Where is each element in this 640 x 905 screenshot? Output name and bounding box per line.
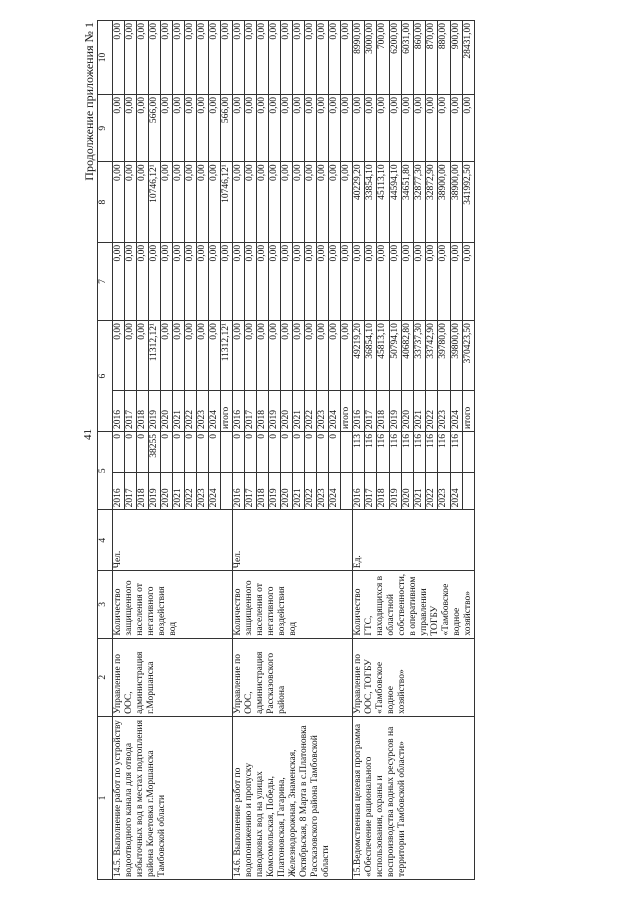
indicator-value-cell: 0 [125,432,137,473]
indicator-value-cell: 0 [173,432,185,473]
other-funding-cell: 0,00 [137,21,149,95]
regional-funding-cell: 341992,50 [462,162,474,242]
column-header: 7 [98,242,113,320]
total-funding-cell: 50794,10 [389,321,401,391]
local-funding-cell: 0,00 [462,95,474,162]
regional-funding-cell: 38900,00 [438,162,450,242]
section-col3-cell: Количество защищенного населения от негативного воздействия вод [113,571,233,638]
finance-year-cell: 2018 [137,390,149,431]
other-funding-cell: 28431,00 [462,21,474,95]
federal-funding-cell: 0,00 [462,242,474,320]
indicator-value-cell: 116 [389,432,401,473]
other-funding-cell: 0,00 [185,21,197,95]
regional-funding-cell: 0,00 [305,162,317,242]
year-cell: 2017 [245,473,257,510]
section-col1-cell: 14.6. Выполнение работ по водопонижению и пропуску паводковых вод на улицах Комсомольская, Победы, Платоновская, Гагарина, Железнодорожная, Знаменская, Октябрьская, 8 Марта в с.Платоновка Рассказовского района Тамбовской области [233,716,353,879]
other-funding-cell: 0,00 [125,21,137,95]
federal-funding-cell: 0,00 [353,242,365,320]
year-cell: 2023 [197,473,209,510]
table-row [113,21,125,880]
other-funding-cell: 870,00 [426,21,438,95]
total-funding-cell: 45813,10 [377,321,389,391]
year-cell: 2017 [365,473,377,510]
regional-funding-cell: 0,00 [317,162,329,242]
other-funding-cell: 0,00 [173,21,185,95]
federal-funding-cell: 0,00 [269,242,281,320]
page-number: 41 [82,429,94,440]
regional-funding-cell: 0,00 [281,162,293,242]
federal-funding-cell: 0,00 [450,242,462,320]
federal-funding-cell: 0,00 [389,242,401,320]
section-col2-cell: Управление по ООС, администрация Рассказовского района [233,638,353,716]
federal-funding-cell: 0,00 [185,242,197,320]
other-funding-cell: 0,00 [245,21,257,95]
other-funding-cell: 0,00 [317,21,329,95]
federal-funding-cell: 0,00 [245,242,257,320]
finance-year-cell: 2020 [281,390,293,431]
section-col1-cell: 15.Ведомственная целевая программа «Обеспечение рационального использования, охраны и воспроизводства водных ресурсов на территории Тамбовской области» [353,716,475,879]
year-cell: 2018 [257,473,269,510]
finance-year-cell: 2023 [197,390,209,431]
year-cell: 2020 [401,473,413,510]
federal-funding-cell: 0,00 [377,242,389,320]
local-funding-cell: 0,00 [353,95,365,162]
total-funding-cell: 39800,00 [450,321,462,391]
federal-funding-cell: 0,00 [365,242,377,320]
federal-funding-cell: 0,00 [317,242,329,320]
total-funding-cell: 0,00 [113,321,125,391]
federal-funding-cell: 0,00 [233,242,245,320]
finance-year-cell: 2017 [125,390,137,431]
regional-funding-cell: 0,00 [329,162,341,242]
federal-funding-cell: 0,00 [161,242,173,320]
total-label-cell: итого [221,390,233,431]
federal-funding-cell: 0,00 [173,242,185,320]
other-funding-cell: 0,00 [329,21,341,95]
local-funding-cell: 0,00 [257,95,269,162]
year-cell: 2023 [317,473,329,510]
other-funding-cell: 0,00 [149,21,161,95]
total-funding-cell: 0,00 [317,321,329,391]
local-funding-cell: 0,00 [269,95,281,162]
year-cell: 2021 [293,473,305,510]
finance-year-cell: 2020 [161,390,173,431]
indicator-value-cell: 0 [329,432,341,473]
section-col3-cell: Количество защищенного населения от негативного воздействия вод [233,571,353,638]
other-funding-cell: 700,00 [377,21,389,95]
federal-funding-cell: 0,00 [149,242,161,320]
column-header-row [98,21,113,880]
total-funding-cell: 0,00 [269,321,281,391]
total-label-cell: итого [341,390,353,431]
local-funding-cell: 566,00 [149,95,161,162]
finance-year-cell: 2023 [438,390,450,431]
year-cell: 2016 [353,473,365,510]
column-header: 5 [98,432,113,510]
indicator-value-cell: 0 [245,432,257,473]
regional-funding-cell: 0,00 [113,162,125,242]
empty-cell [221,473,233,510]
other-funding-cell: 0,00 [209,21,221,95]
indicator-value-cell: 0 [209,432,221,473]
finance-year-cell: 2017 [365,390,377,431]
year-cell: 2022 [426,473,438,510]
finance-year-cell: 2020 [401,390,413,431]
regional-funding-cell: 0,00 [293,162,305,242]
year-cell: 2024 [209,473,221,510]
year-cell: 2019 [389,473,401,510]
finance-year-cell: 2016 [353,390,365,431]
empty-cell [341,432,353,473]
federal-funding-cell: 0,00 [438,242,450,320]
regional-funding-cell: 44594,10 [389,162,401,242]
local-funding-cell: 0,00 [305,95,317,162]
regional-funding-cell: 0,00 [209,162,221,242]
finance-year-cell: 2024 [329,390,341,431]
other-funding-cell: 860,00 [413,21,425,95]
finance-year-cell: 2018 [257,390,269,431]
indicator-value-cell: 116 [365,432,377,473]
other-funding-cell: 0,00 [341,21,353,95]
local-funding-cell: 0,00 [173,95,185,162]
section-col3-cell: Количество ГТС, находящихся в областной собственности, в оперативном управлении ТОГБУ «Тамбовское водное хозяйство» [353,571,475,638]
indicator-value-cell: 113 [353,432,365,473]
finance-year-cell: 2022 [185,390,197,431]
indicator-value-cell: 116 [438,432,450,473]
regional-funding-cell: 38900,00 [450,162,462,242]
indicator-value-cell: 0 [113,432,125,473]
section-col2-cell: Управление по ООС, ТОГБУ «Тамбовское водное хозяйство» [353,638,475,716]
total-funding-cell: 49219,20 [353,321,365,391]
year-cell: 2022 [185,473,197,510]
indicator-value-cell: 116 [377,432,389,473]
year-cell: 2024 [329,473,341,510]
column-header: 8 [98,162,113,242]
section-col4-cell: Чел. [113,510,233,571]
regional-funding-cell: 45113,10 [377,162,389,242]
year-cell: 2020 [161,473,173,510]
local-funding-cell: 566,00 [221,95,233,162]
local-funding-cell: 0,00 [209,95,221,162]
section-col4-cell: Чел. [233,510,353,571]
local-funding-cell: 0,00 [281,95,293,162]
column-header: 9 [98,95,113,162]
federal-funding-cell: 0,00 [426,242,438,320]
column-header: 4 [98,510,113,571]
regional-funding-cell: 10746,12¹ [149,162,161,242]
local-funding-cell: 0,00 [438,95,450,162]
indicator-value-cell: 116 [426,432,438,473]
federal-funding-cell: 0,00 [341,242,353,320]
other-funding-cell: 6200,00 [389,21,401,95]
local-funding-cell: 0,00 [317,95,329,162]
year-cell: 2016 [113,473,125,510]
other-funding-cell: 8990,00 [353,21,365,95]
indicator-value-cell: 38255 [149,432,161,473]
finance-year-cell: 2016 [233,390,245,431]
other-funding-cell: 880,00 [438,21,450,95]
column-header: 3 [98,571,113,638]
empty-cell [462,432,474,473]
other-funding-cell: 900,00 [450,21,462,95]
regional-funding-cell: 34651,80 [401,162,413,242]
empty-cell [462,473,474,510]
federal-funding-cell: 0,00 [197,242,209,320]
local-funding-cell: 0,00 [245,95,257,162]
section-col2-cell: Управление по ООС, администрация г.Моршанска [113,638,233,716]
finance-year-cell: 2024 [209,390,221,431]
regional-funding-cell: 33854,10 [365,162,377,242]
total-funding-cell: 0,00 [125,321,137,391]
finance-year-cell: 2017 [245,390,257,431]
section-col1-cell: 14.5. Выполнение работ по устройству водоотводного канала для отвода избыточных вод в местах подтопления района Кочетовка г.Моршанска Тамбовской области [113,716,233,879]
other-funding-cell: 3000,00 [365,21,377,95]
other-funding-cell: 0,00 [269,21,281,95]
total-funding-cell: 0,00 [185,321,197,391]
column-header: 1 [98,716,113,879]
federal-funding-cell: 0,00 [257,242,269,320]
regional-funding-cell: 0,00 [137,162,149,242]
other-funding-cell: 0,00 [233,21,245,95]
total-funding-cell: 0,00 [245,321,257,391]
local-funding-cell: 0,00 [341,95,353,162]
year-cell: 2020 [281,473,293,510]
year-cell: 2016 [233,473,245,510]
federal-funding-cell: 0,00 [281,242,293,320]
local-funding-cell: 0,00 [413,95,425,162]
indicator-value-cell: 0 [161,432,173,473]
year-cell: 2023 [438,473,450,510]
regional-funding-cell: 0,00 [161,162,173,242]
total-funding-cell: 0,00 [281,321,293,391]
total-funding-cell: 0,00 [305,321,317,391]
column-header: 10 [98,21,113,95]
local-funding-cell: 0,00 [125,95,137,162]
federal-funding-cell: 0,00 [221,242,233,320]
total-funding-cell: 0,00 [233,321,245,391]
other-funding-cell: 0,00 [197,21,209,95]
local-funding-cell: 0,00 [377,95,389,162]
regional-funding-cell: 0,00 [197,162,209,242]
year-cell: 2021 [413,473,425,510]
regional-funding-cell: 0,00 [245,162,257,242]
total-funding-cell: 0,00 [137,321,149,391]
total-funding-cell: 0,00 [209,321,221,391]
total-funding-cell: 11312,12¹ [221,321,233,391]
federal-funding-cell: 0,00 [305,242,317,320]
continuation-title: Продолжение приложения № 1 [82,22,96,181]
total-funding-cell: 11312,12¹ [149,321,161,391]
other-funding-cell: 0,00 [293,21,305,95]
federal-funding-cell: 0,00 [401,242,413,320]
total-funding-cell: 0,00 [329,321,341,391]
total-funding-cell: 39780,00 [438,321,450,391]
total-funding-cell: 0,00 [293,321,305,391]
empty-cell [341,473,353,510]
finance-year-cell: 2019 [389,390,401,431]
indicator-value-cell: 116 [413,432,425,473]
federal-funding-cell: 0,00 [293,242,305,320]
other-funding-cell: 0,00 [221,21,233,95]
federal-funding-cell: 0,00 [125,242,137,320]
table-row [233,21,245,880]
finance-year-cell: 2018 [377,390,389,431]
total-funding-cell: 33742,90 [426,321,438,391]
finance-year-cell: 2023 [317,390,329,431]
local-funding-cell: 0,00 [185,95,197,162]
other-funding-cell: 0,00 [305,21,317,95]
finance-year-cell: 2019 [149,390,161,431]
finance-year-cell: 2016 [113,390,125,431]
year-cell: 2021 [173,473,185,510]
total-funding-cell: 40682,80 [401,321,413,391]
local-funding-cell: 0,00 [389,95,401,162]
regional-funding-cell: 10746,12¹ [221,162,233,242]
year-cell: 2019 [269,473,281,510]
regional-funding-cell: 0,00 [269,162,281,242]
federal-funding-cell: 0,00 [209,242,221,320]
indicator-value-cell: 0 [185,432,197,473]
year-cell: 2024 [450,473,462,510]
total-funding-cell: 0,00 [173,321,185,391]
total-funding-cell: 0,00 [197,321,209,391]
indicator-value-cell: 0 [281,432,293,473]
section-col4-cell: Ед. [353,510,475,571]
local-funding-cell: 0,00 [426,95,438,162]
indicator-value-cell: 0 [269,432,281,473]
other-funding-cell: 0,00 [161,21,173,95]
total-funding-cell: 370423,50 [462,321,474,391]
indicator-value-cell: 0 [317,432,329,473]
finance-year-cell: 2021 [293,390,305,431]
year-cell: 2018 [137,473,149,510]
local-funding-cell: 0,00 [233,95,245,162]
other-funding-cell: 0,00 [257,21,269,95]
regional-funding-cell: 32877,30 [413,162,425,242]
local-funding-cell: 0,00 [329,95,341,162]
local-funding-cell: 0,00 [401,95,413,162]
regional-funding-cell: 0,00 [341,162,353,242]
empty-cell [221,432,233,473]
indicator-value-cell: 0 [197,432,209,473]
total-funding-cell: 0,00 [341,321,353,391]
column-header: 2 [98,638,113,716]
finance-year-cell: 2021 [173,390,185,431]
federal-funding-cell: 0,00 [329,242,341,320]
regional-funding-cell: 0,00 [257,162,269,242]
total-funding-cell: 0,00 [257,321,269,391]
total-funding-cell: 36854,10 [365,321,377,391]
regional-funding-cell: 0,00 [125,162,137,242]
year-cell: 2022 [305,473,317,510]
other-funding-cell: 6031,00 [401,21,413,95]
regional-funding-cell: 0,00 [185,162,197,242]
local-funding-cell: 0,00 [293,95,305,162]
finance-year-cell: 2022 [426,390,438,431]
federal-funding-cell: 0,00 [137,242,149,320]
indicator-value-cell: 116 [401,432,413,473]
regional-funding-cell: 32872,90 [426,162,438,242]
local-funding-cell: 0,00 [161,95,173,162]
indicator-value-cell: 0 [293,432,305,473]
indicator-value-cell: 116 [450,432,462,473]
total-funding-cell: 0,00 [161,321,173,391]
finance-year-cell: 2019 [269,390,281,431]
finance-year-cell: 2021 [413,390,425,431]
year-cell: 2019 [149,473,161,510]
local-funding-cell: 0,00 [137,95,149,162]
table-row [353,21,365,880]
finance-year-cell: 2022 [305,390,317,431]
local-funding-cell: 0,00 [113,95,125,162]
regional-funding-cell: 40229,20 [353,162,365,242]
rotated-page [81,20,571,880]
regional-funding-cell: 0,00 [233,162,245,242]
federal-funding-cell: 0,00 [413,242,425,320]
column-header: 6 [98,321,113,432]
year-cell: 2018 [377,473,389,510]
year-cell: 2017 [125,473,137,510]
total-label-cell: итого [462,390,474,431]
indicator-value-cell: 0 [233,432,245,473]
indicator-value-cell: 0 [137,432,149,473]
indicator-value-cell: 0 [305,432,317,473]
program-table [97,20,475,880]
indicator-value-cell: 0 [257,432,269,473]
other-funding-cell: 0,00 [113,21,125,95]
local-funding-cell: 0,00 [365,95,377,162]
local-funding-cell: 0,00 [450,95,462,162]
finance-year-cell: 2024 [450,390,462,431]
other-funding-cell: 0,00 [281,21,293,95]
federal-funding-cell: 0,00 [113,242,125,320]
regional-funding-cell: 0,00 [173,162,185,242]
local-funding-cell: 0,00 [197,95,209,162]
total-funding-cell: 33737,30 [413,321,425,391]
